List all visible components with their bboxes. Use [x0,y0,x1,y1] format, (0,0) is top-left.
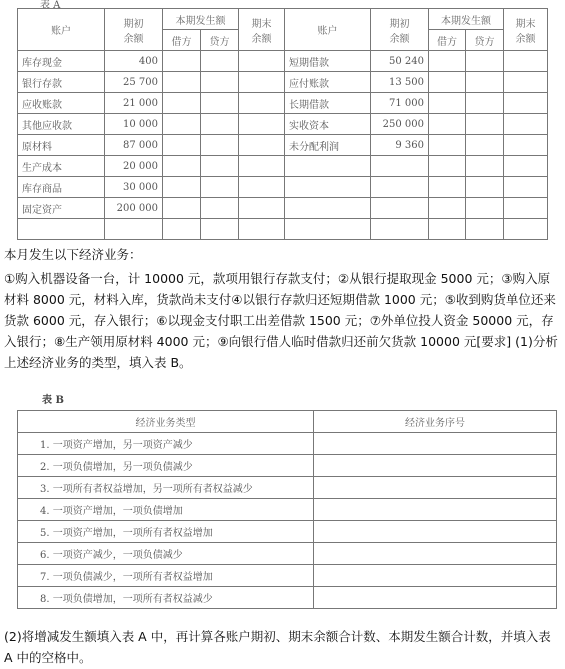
left-opening: 10 000 [105,114,163,135]
header-debit-right: 借方 [429,30,466,51]
header-business-type: 经济业务类型 [18,411,314,433]
left-debit-cell [163,177,201,198]
business-seq-cell [314,543,557,565]
header-closing-right: 期末 余额 [504,9,548,51]
header-closing-left: 期末 余额 [239,9,285,51]
table-row [18,51,548,72]
right-debit-cell [429,114,466,135]
left-opening: 21 000 [105,93,163,114]
left-account: 库存商品 [18,177,105,198]
right-closing-cell [504,156,548,177]
left-debit-cell [163,114,201,135]
business-type: 1. 一项资产增加，另一项资产减少 [18,433,314,455]
right-debit-cell [429,135,466,156]
left-credit-cell [201,93,239,114]
right-debit-cell [429,93,466,114]
right-closing-cell [504,51,548,72]
intro-text: 本月发生以下经济业务： [4,247,142,262]
left-credit-cell [201,156,239,177]
task2-text: (2)将增减发生额填入表 A 中，再计算各账户期初、期末余额合计数、本期发生额合计数，并填入表 A 中的空格中。 [4,629,551,665]
left-debit-cell [163,51,201,72]
table-row [18,114,548,135]
right-opening: 13 500 [371,72,429,93]
left-account: 库存现金 [18,51,105,72]
table-row-blank [18,219,548,240]
blank-cell [18,219,105,240]
blank-cell [285,219,371,240]
table-a-header-row [18,9,548,30]
business-seq-cell [314,587,557,609]
business-seq-cell [314,565,557,587]
header-current-left: 本期发生额 [163,9,239,30]
right-credit-cell [466,93,504,114]
business-type: 4. 一项资产增加，一项负债增加 [18,499,314,521]
right-debit-cell [429,198,466,219]
left-account: 固定资产 [18,198,105,219]
right-closing-cell [504,93,548,114]
business-seq-cell [314,433,557,455]
left-closing-cell [239,135,285,156]
table-row [18,135,548,156]
header-account-right: 账户 [285,9,371,51]
table-b-header-row [18,411,557,433]
right-credit-cell [466,198,504,219]
table-row [18,455,557,477]
left-opening: 400 [105,51,163,72]
blank-cell [105,219,163,240]
business-type: 6. 一项资产减少，一项负债减少 [18,543,314,565]
right-credit-cell [466,114,504,135]
left-debit-cell [163,135,201,156]
left-opening: 25 700 [105,72,163,93]
header-opening-left: 期初 余额 [105,9,163,51]
header-debit-left: 借方 [163,30,201,51]
table-row [18,477,557,499]
blank-cell [504,219,548,240]
business-type: 8. 一项负债增加，一项所有者权益减少 [18,587,314,609]
right-opening [371,177,429,198]
right-credit-cell [466,177,504,198]
table-row [18,177,548,198]
right-closing-cell [504,114,548,135]
right-account: 实收资本 [285,114,371,135]
left-closing-cell [239,177,285,198]
left-closing-cell [239,114,285,135]
table-a-label: 表 A [40,0,61,11]
right-closing-cell [504,135,548,156]
left-closing-cell [239,198,285,219]
left-closing-cell [239,93,285,114]
blank-cell [466,219,504,240]
header-credit-left: 贷方 [201,30,239,51]
right-debit-cell [429,51,466,72]
table-row [18,521,557,543]
table-b-label: 表 B [42,395,64,406]
blank-cell [239,219,285,240]
right-account [285,156,371,177]
right-debit-cell [429,156,466,177]
business-seq-cell [314,499,557,521]
left-credit-cell [201,51,239,72]
left-account: 银行存款 [18,72,105,93]
right-account: 应付账款 [285,72,371,93]
right-opening [371,198,429,219]
right-account [285,177,371,198]
right-debit-cell [429,72,466,93]
header-business-seq: 经济业务序号 [314,411,557,433]
right-opening [371,156,429,177]
business-seq-cell [314,521,557,543]
right-opening: 71 000 [371,93,429,114]
right-account: 短期借款 [285,51,371,72]
blank-cell [429,219,466,240]
left-opening: 87 000 [105,135,163,156]
table-a [17,8,548,240]
right-closing-cell [504,177,548,198]
table-row [18,565,557,587]
events-text: ①购入机器设备一台，计 10000 元，款项用银行存款支付；②从银行提取现金 5000 元；③购入原材料 8000 元，材料入库，货款尚未支付④以银行存款归还短期借款 1000 元；⑤收到购货单位还来货款 6000 元，存入银行；⑥以现金支付职工出差借款 1500 元；⑦外单位投人资金 50000 元，存入银行；⑧生产领用原材料 4000 元；⑨向银行借人临时借款归还前欠货款 10000 元[要求] (1)分析上述经济业务的类型，填入表 B。 [4,271,558,370]
right-debit-cell [429,177,466,198]
left-closing-cell [239,156,285,177]
left-credit-cell [201,198,239,219]
blank-cell [371,219,429,240]
left-debit-cell [163,72,201,93]
header-opening-right: 期初 余额 [371,9,429,51]
blank-cell [163,219,201,240]
left-credit-cell [201,114,239,135]
right-closing-cell [504,72,548,93]
header-current-right: 本期发生额 [429,9,504,30]
left-closing-cell [239,51,285,72]
left-debit-cell [163,198,201,219]
right-credit-cell [466,156,504,177]
right-credit-cell [466,51,504,72]
header-account-left: 账户 [18,9,105,51]
left-account: 生产成本 [18,156,105,177]
table-row [18,499,557,521]
business-type: 5. 一项资产增加，一项所有者权益增加 [18,521,314,543]
left-credit-cell [201,177,239,198]
table-row [18,433,557,455]
left-account: 原材料 [18,135,105,156]
left-debit-cell [163,93,201,114]
left-credit-cell [201,72,239,93]
business-type: 3. 一项所有者权益增加，另一项所有者权益减少 [18,477,314,499]
blank-cell [201,219,239,240]
left-closing-cell [239,72,285,93]
table-row [18,72,548,93]
right-opening: 50 240 [371,51,429,72]
right-account: 长期借款 [285,93,371,114]
left-opening: 30 000 [105,177,163,198]
right-credit-cell [466,72,504,93]
right-opening: 250 000 [371,114,429,135]
right-account: 未分配利润 [285,135,371,156]
business-seq-cell [314,477,557,499]
left-account: 应收账款 [18,93,105,114]
left-opening: 200 000 [105,198,163,219]
right-credit-cell [466,135,504,156]
business-seq-cell [314,455,557,477]
left-credit-cell [201,135,239,156]
header-credit-right: 贷方 [466,30,504,51]
right-opening: 9 360 [371,135,429,156]
left-account: 其他应收款 [18,114,105,135]
business-type: 7. 一项负债减少，一项所有者权益增加 [18,565,314,587]
right-account [285,198,371,219]
right-closing-cell [504,198,548,219]
table-row [18,198,548,219]
table-row [18,156,548,177]
table-row [18,543,557,565]
table-row [18,93,548,114]
business-type: 2. 一项负债增加，另一项负债减少 [18,455,314,477]
table-row [18,587,557,609]
left-opening: 20 000 [105,156,163,177]
left-debit-cell [163,156,201,177]
table-b [17,410,557,609]
